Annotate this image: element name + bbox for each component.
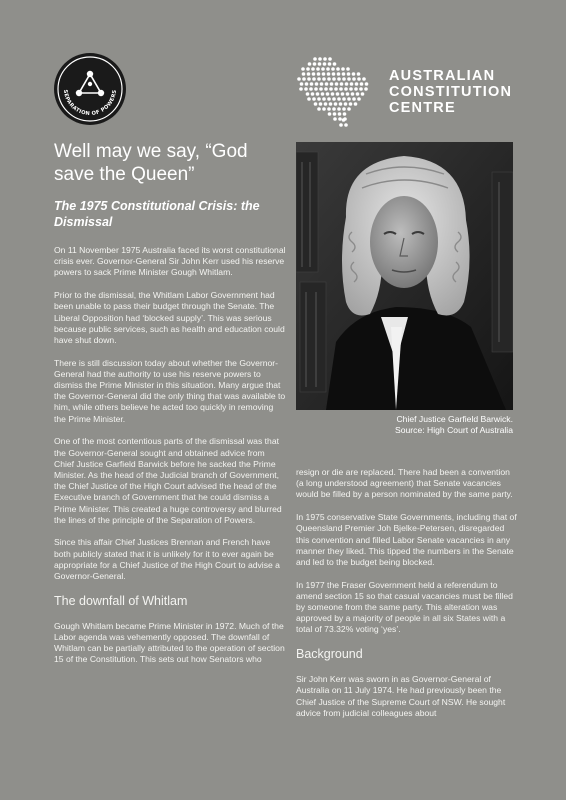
photo-caption [296,414,513,436]
paragraph: resign or die are replaced. There had been a convention (a long understood agreement) that Senate vacancies would be filled by a person nominated by the same party. [296,467,513,500]
page-title: Well may we say, “God save the Queen” [54,141,248,185]
svg-text:SEPARATION OF POWERS: SEPARATION OF POWERS [61,89,119,118]
section-heading-background: Background [296,647,363,662]
organisation-name-line: CONSTITUTION [389,84,513,101]
australia-dot-map-icon [295,55,385,127]
paragraph: In 1977 the Fraser Government held a referendum to amend section 15 so that casual vacancies must be filled by someone from the same party. This alteration was approved by a majority of people in all six States with a total of 73.32% voting ‘yes’. [296,579,513,635]
paragraph: On 11 November 1975 Australia faced its worst constitutional crisis ever. Governor-General Sir John Kerr used his reserve powers to sack Prime Minister Gough Whitlam. [54,245,286,278]
organisation-name-line: CENTRE [389,100,456,117]
paragraph: One of the most contentious parts of the dismissal was that the Governor-General sought and obtained advice from Chief Justice Garfield Barwick before he sacked the Prime Minister. As the head of the Judicial branch of Government, the Chief Justice of the High Court advised the head of the Executive branch of Government that he could dismiss a Prime Minister. This created a huge controversy and blurred the lines of the principle of the Separation of Powers. [54,436,282,525]
paragraph: There is still discussion today about whether the Governor-General had the authority to use his reserve powers to dismiss the Prime Minister in this situation. Many argue that the Governor-General did the only thing that was available to him, while others believe he acted too quickly in removing the Prime Minister. [54,357,286,424]
paragraph: Prior to the dismissal, the Whitlam Labor Government had been unable to pass their budget through the Senate. The Liberal Opposition had ‘blocked supply’. This was serious because public services, such as health and education could have shut down. [54,290,285,345]
separation-of-powers-logo-icon [53,52,127,126]
organisation-name-line: AUSTRALIAN [389,68,496,84]
paragraph: Gough Whitlam became Prime Minister in 1972. Much of the Labor agenda was vehemently opposed. The downfall of Whitlam can be partially attributed to the operation of section 15 of the Constitution. This sets out how Senators who [54,620,285,665]
separation-of-powers-badge [53,52,127,126]
caption-line: Chief Justice Garfield Barwick. [396,414,513,424]
portrait-photo [296,142,513,410]
caption-line: Source: High Court of Australia [395,425,513,436]
section-heading-downfall: The downfall of Whitlam [54,593,188,608]
left-column [54,245,286,677]
paragraph: Sir John Kerr was sworn in as Governor-General of Australia on 11 July 1974. He had previously been the Chief Justice of the Supreme Court of NSW. He sought advice from judicial colleagues about [296,674,506,718]
right-column [296,467,518,730]
paragraph: In 1975 conservative State Governments, including that of Queensland Premier Joh Bjelke-Petersen, disregarded this convention and filled Labor Senate vacancies in any manner they liked. This tipped the numbers in the Senate and led to the budget being blocked. [296,512,517,567]
paragraph: Since this affair Chief Justices Brennan and French have both publicly stated that it is unlikely for it to ever again be appropriate for a Chief Justice of the High Court to advise a Governor-General. [54,537,280,582]
page-subtitle: The 1975 Constitutional Crisis: the Dismissal [54,199,260,229]
organisation-name [389,68,512,117]
portrait-image [296,142,513,410]
